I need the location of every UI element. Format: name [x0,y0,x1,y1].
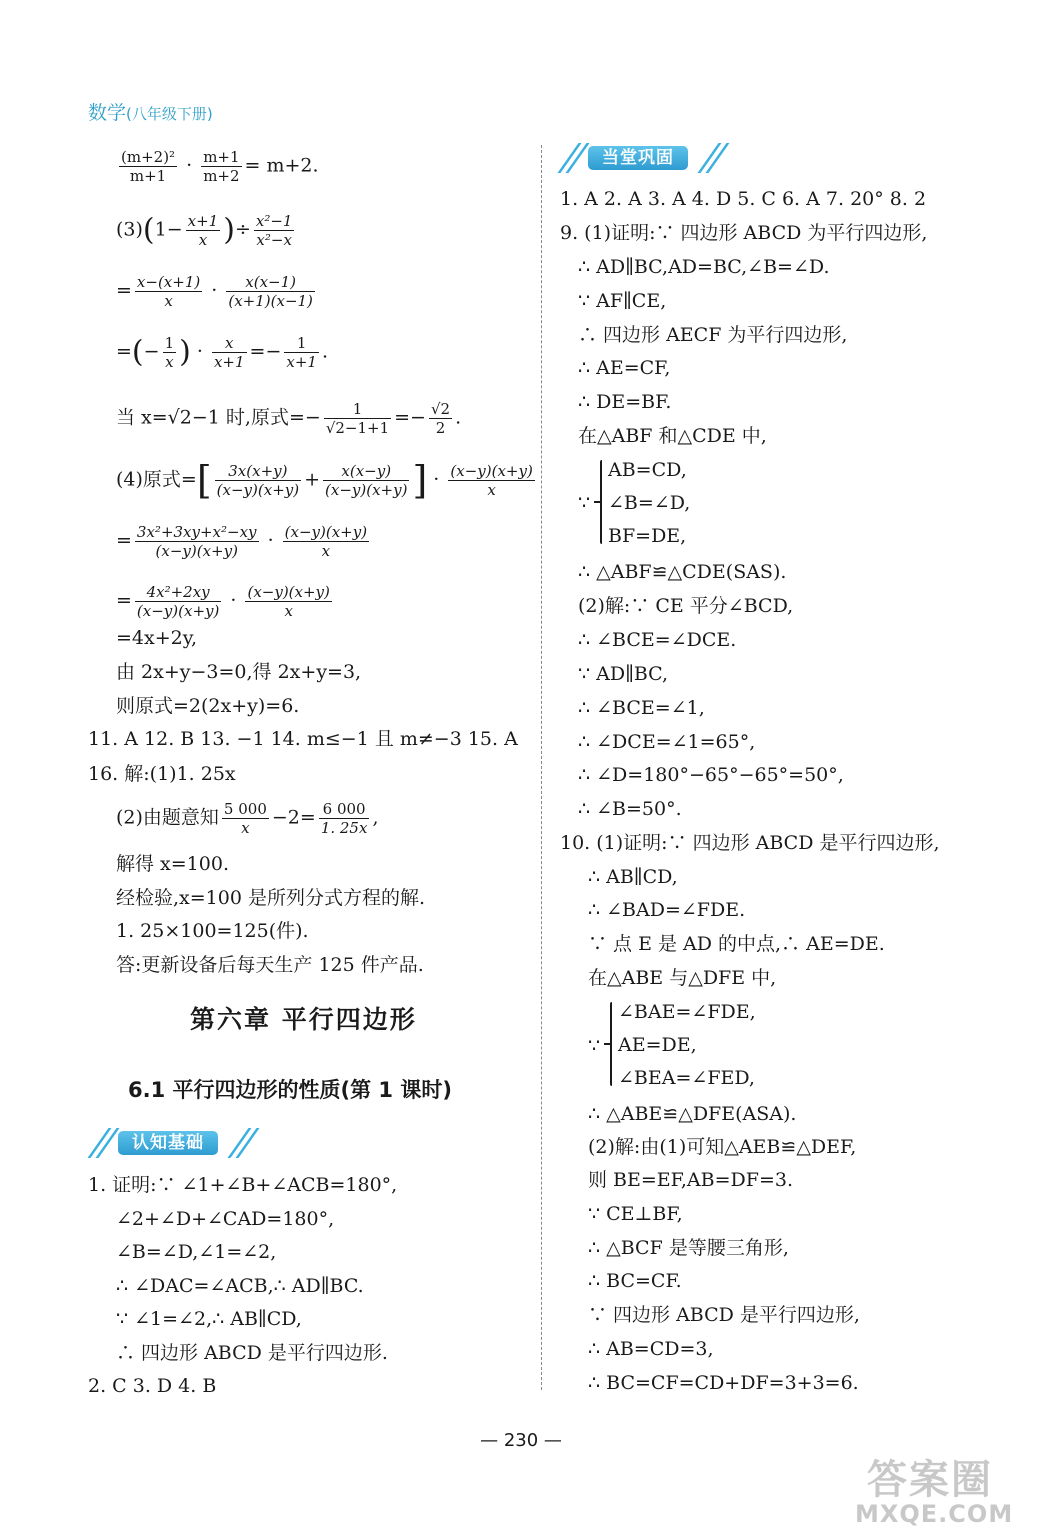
text-line: ∵ 四边形 ABCD 是平行四边形, [588,1304,860,1326]
header-volume: (八年级下册) [126,105,213,123]
text-line: 则原式=2(2x+y)=6. [116,695,300,717]
banner-practice [560,143,740,173]
banner-label: 认知基础 [118,1131,218,1155]
text-line: 解得 x=100. [116,853,229,875]
brace-tip [594,501,600,503]
text-line: ∵ AD∥BC, [578,663,669,685]
answer-line: 9. (1)证明:∵ 四边形 ABCD 为平行四边形, [560,222,928,244]
brace [610,1002,612,1086]
condition-line: ∠BAE=∠FDE, [618,1001,756,1023]
text-line: ∴ ∠BCE=∠1, [578,697,705,719]
text-line: ∴ △ABE≌△DFE(ASA). [588,1103,797,1125]
text-line: ∴ AD∥BC,AD=BC,∠B=∠D. [578,256,830,278]
chapter-title: 第六章 平行四边形 [190,1005,417,1034]
math-line: (3)(1− $\frac{x+1}{x}$ )÷ $\frac{\text{x²−1}}{\text{x²−x}}$ [116,212,293,249]
answer-line: 2. C 3. D 4. B [88,1375,217,1397]
text-line: ∵ 点 E 是 AD 的中点,∴ AE=DE. [588,933,885,955]
text-line: 在△ABE 与△DFE 中, [588,967,777,989]
watermark-logo [845,1448,1025,1530]
fraction: $\frac{m+1}{m+2}$ [203,148,240,185]
text-line: ∴ AB∥CD, [588,866,678,888]
math-line: = $\frac{\text{4x²+2xy}}{(x-y)(x+y)}$ · $\frac{(x-y)(x+y)}{x}$ [116,583,330,620]
page-number: — 230 — [480,1430,562,1451]
column-divider [541,145,542,1390]
math-line: = $\frac{\text{3x²+3xy+x²−xy}}{(x-y)(x+y)}$ · $\frac{(x-y)(x+y)}{x}$ [116,523,368,560]
text-line: ∠2+∠D+∠CAD=180°, [116,1208,335,1230]
answer-line: 1. 证明:∵ ∠1+∠B+∠ACB=180°, [88,1174,398,1196]
answer-line: 1. A 2. A 3. A 4. D 5. C 6. A 7. 20° 8. 2 [560,188,927,210]
text-line: 在△ABF 和△CDE 中, [578,425,767,447]
watermark-text: 答案圈 [867,1457,993,1503]
text-line: ∠B=∠D,∠1=∠2, [116,1241,277,1263]
text-line: ∴ AB=CD=3, [588,1338,714,1360]
text: = m+2. [244,154,319,177]
text-line: ∴ ∠BAD=∠FDE. [588,899,746,921]
banner-basics [90,1128,270,1158]
text-line: 则 BE=EF,AB=DF=3. [588,1169,793,1191]
text-line: 1. 25×100=125(件). [116,920,309,942]
condition-line: ∠B=∠D, [608,492,691,514]
banner-label: 当堂巩固 [588,146,688,170]
answer-line: 10. (1)证明:∵ 四边形 ABCD 是平行四边形, [560,832,940,854]
text: (3) [116,218,143,241]
text-line: ∵ ∠1=∠2,∴ AB∥CD, [116,1308,302,1330]
section-title: 6.1 平行四边形的性质(第 1 课时) [128,1078,452,1102]
text-line: ∴ ∠DAC=∠ACB,∴ AD∥BC. [116,1275,364,1297]
text-line: ∴ ∠DCE=∠1=65°, [578,731,756,753]
text-line: 经检验,x=100 是所列分式方程的解. [116,887,426,909]
fraction: $\frac{\text{(m+2)²}}{m+1}$ [121,148,176,185]
text-line: ∵ CE⊥BF, [588,1203,683,1225]
text-line: ∴ ∠B=50°. [578,798,682,820]
text: (2)由题意知 [116,806,219,829]
text-line: ∴ △ABF≌△CDE(SAS). [578,561,787,583]
text-line: (2)解:∵ CE 平分∠BCD, [578,595,794,617]
header-subject: 数学 [88,102,127,124]
math-line: =(− $\frac{1}{x}$ ) · $\frac{x}{x+1}$ =− $\frac{1}{x+1}$ . [116,334,328,371]
text-line: ∴ ∠D=180°−65°−65°=50°, [578,764,844,786]
page-header [88,98,213,125]
condition-line: AB=CD, [608,459,687,481]
text-line: ∴ 四边形 ABCD 是平行四边形. [116,1342,388,1364]
math-line: = $\frac{x-(x+1)}{x}$ · $\frac{x(x-1)}{(x+1)(x-1)}$ [116,273,313,310]
answer-line: 16. 解:(1)1. 25x [88,763,236,785]
condition-line: BF=DE, [608,525,687,547]
math-line: (2)由题意知 $\frac{5 000}{x}$ −2= $\frac{6 000}{1. 25x}$ , [116,800,379,837]
text: (4)原式= [116,468,197,491]
text-line: ∵ AF∥CE, [578,290,667,312]
text-line: 答:更新设备后每天生产 125 件产品. [116,954,424,976]
because-symbol: ∵ [578,492,591,514]
text-line: =4x+2y, [116,627,197,649]
condition-line: ∠BEA=∠FED, [618,1067,755,1089]
math-line: $\frac{\text{(m+2)²}}{m+1}$ · $\frac{m+1}{m+2}$ = m+2. [121,148,319,185]
answer-line: 11. A 12. B 13. −1 14. m≤−1 且 m≠−3 15. A [88,728,518,750]
text: 当 x=√2−1 时,原式= [116,406,305,429]
math-line: 当 x=√2−1 时,原式=− $\frac{1}{√2-1+1}$ =− $\frac{√2}{2}$ . [116,400,462,437]
text-line: ∴ △BCF 是等腰三角形, [588,1237,789,1259]
math-line: (4)原式=[ $\frac{3x(x+y)}{(x-y)(x+y)}$ + $\frac{x(x-y)}{(x-y)(x+y)}$ ] · $\frac{(x-y)(x+y)}{x}$ [116,458,533,503]
text-line: 由 2x+y−3=0,得 2x+y=3, [116,661,362,683]
text-line: (2)解:由(1)可知△AEB≌△DEF, [588,1136,857,1158]
because-symbol: ∵ [588,1035,601,1057]
text-line: ∴ 四边形 AECF 为平行四边形, [578,324,848,346]
text-line: ∴ BC=CF=CD+DF=3+3=6. [588,1372,859,1394]
text-line: ∴ BC=CF. [588,1270,682,1292]
text-line: ∴ DE=BF. [578,391,672,413]
text-line: ∴ AE=CF, [578,357,671,379]
text-line: ∴ ∠BCE=∠DCE. [578,629,737,651]
brace [600,460,602,544]
condition-line: AE=DE, [618,1034,697,1056]
brace-tip [604,1043,610,1045]
watermark-url: MXQE.COM [855,1500,1014,1528]
